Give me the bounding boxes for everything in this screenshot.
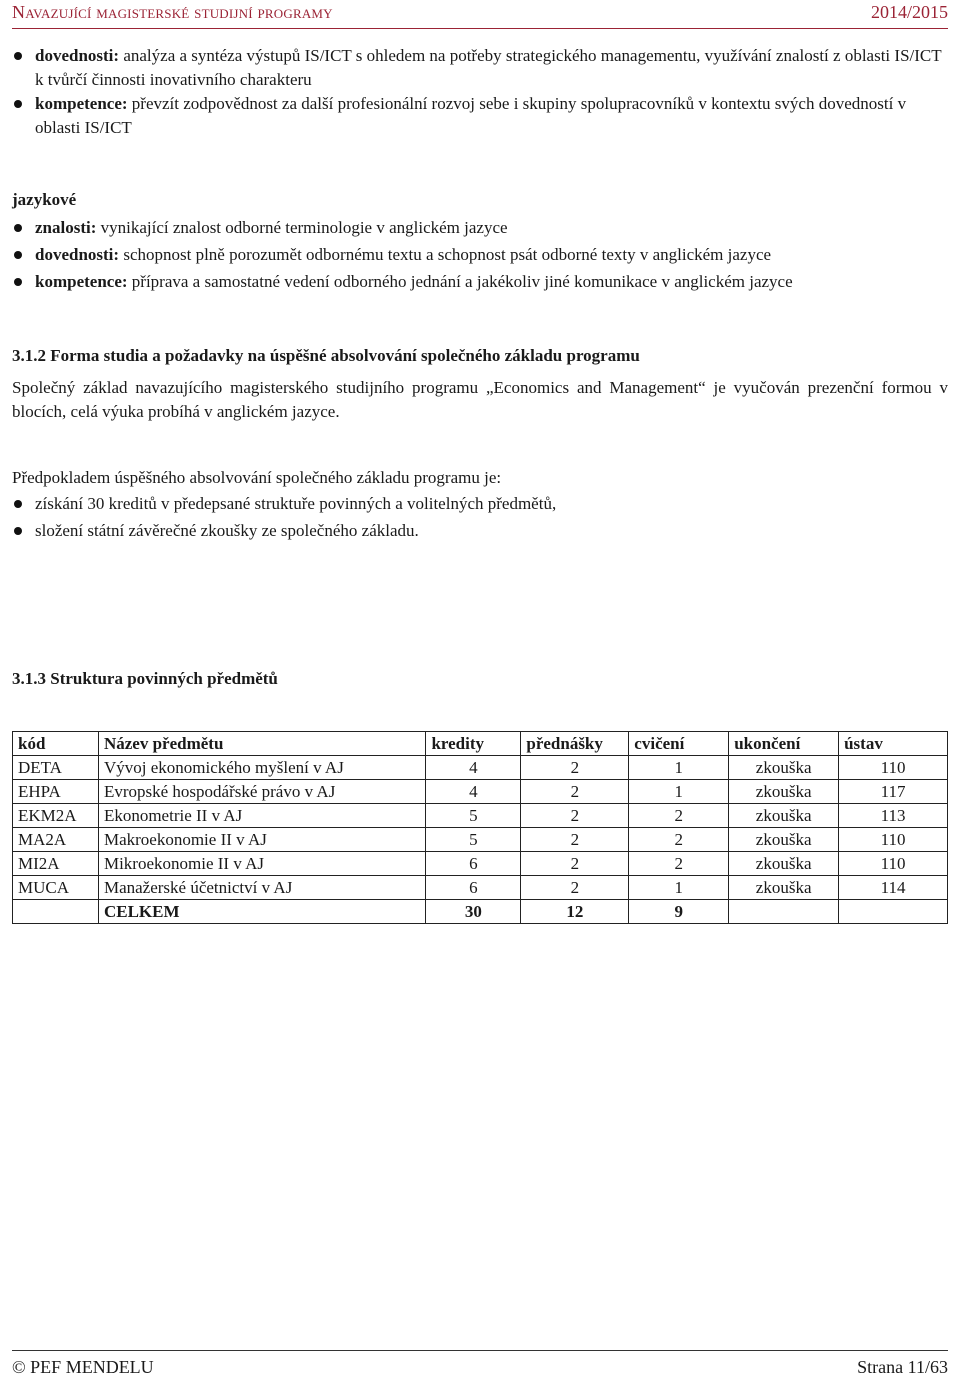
required-courses-table [12, 731, 948, 924]
cell-lectures: 2 [521, 852, 629, 876]
table-row [13, 804, 948, 828]
list-item-text: příprava a samostatné vedení odborného jednání a jakékoliv jiné komunikace v anglickém jazyce [127, 272, 793, 291]
table-total-row [13, 900, 948, 924]
cell-seminars: 2 [629, 828, 729, 852]
bullet-icon [14, 500, 22, 508]
list-item-text: vynikající znalost odborné terminologie v anglickém jazyce [96, 218, 508, 237]
cell-total-lectures: 12 [521, 900, 629, 924]
outcomes-language-list [12, 216, 948, 294]
list-item-text: schopnost plně porozumět odbornému textu a schopnost psát odborné texty v anglickém jazyce [119, 245, 772, 264]
list-item-text: získání 30 kreditů v předepsané struktuře povinných a volitelných předmětů, [35, 494, 557, 513]
bullet-icon [14, 224, 22, 232]
table-row [13, 756, 948, 780]
cell-code [13, 900, 99, 924]
table-row [13, 852, 948, 876]
cell-total-credits: 30 [426, 900, 521, 924]
cell-seminars: 2 [629, 852, 729, 876]
cell-department: 114 [839, 876, 948, 900]
cell-department: 110 [839, 852, 948, 876]
column-header-code: kód [13, 732, 99, 756]
list-item [12, 519, 948, 543]
cell-seminars: 1 [629, 756, 729, 780]
bullet-icon [14, 251, 22, 259]
cell-lectures: 2 [521, 780, 629, 804]
list-item [12, 270, 948, 294]
list-item-term: znalosti: [35, 218, 97, 237]
cell-credits: 5 [426, 804, 521, 828]
cell-credits: 6 [426, 876, 521, 900]
cell-code: MA2A [13, 828, 99, 852]
cell-code: EKM2A [13, 804, 99, 828]
list-item-term: dovednosti: [35, 46, 120, 65]
list-item [12, 492, 948, 516]
cell-lectures: 2 [521, 804, 629, 828]
cell-completion [729, 900, 839, 924]
cell-credits: 6 [426, 852, 521, 876]
requirements-intro: Předpokladem úspěšného absolvování společného základu programu je: [12, 468, 502, 487]
column-header-credits: kredity [426, 732, 521, 756]
column-header-department: ústav [839, 732, 948, 756]
cell-credits: 5 [426, 828, 521, 852]
cell-course-name: Ekonometrie II v AJ [98, 804, 425, 828]
cell-department: 110 [839, 756, 948, 780]
document-body [12, 44, 948, 924]
cell-department: 113 [839, 804, 948, 828]
table-row [13, 780, 948, 804]
cell-completion: zkouška [729, 852, 839, 876]
cell-completion: zkouška [729, 756, 839, 780]
cell-course-name: Vývoj ekonomického myšlení v AJ [98, 756, 425, 780]
cell-code: MI2A [13, 852, 99, 876]
list-item-term: kompetence: [35, 272, 128, 291]
footer-page-number: Strana 11/63 [857, 1357, 948, 1377]
section-3-1-3-title: 3.1.3 Struktura povinných předmětů [12, 669, 278, 688]
cell-completion: zkouška [729, 780, 839, 804]
list-item [12, 92, 948, 140]
list-item [12, 44, 948, 92]
table-row [13, 876, 948, 900]
cell-seminars: 2 [629, 804, 729, 828]
bullet-icon [14, 52, 22, 60]
column-header-completion: ukončení [729, 732, 839, 756]
bullet-icon [14, 527, 22, 535]
header-academic-year: 2014/2015 [870, 2, 948, 22]
cell-lectures: 2 [521, 876, 629, 900]
table-row [13, 828, 948, 852]
cell-completion: zkouška [729, 804, 839, 828]
cell-seminars: 1 [629, 780, 729, 804]
cell-department [839, 900, 948, 924]
cell-lectures: 2 [521, 828, 629, 852]
cell-completion: zkouška [729, 876, 839, 900]
list-item-text: analýza a syntéza výstupů IS/ICT s ohledem na potřeby strategického managementu, využívání znalostí z oblasti IS/ICT k tvůrčí činnosti inovativního charakteru [35, 46, 942, 89]
page-footer [12, 1350, 948, 1379]
header-program-title: Navazující magisterské studijní programy [12, 2, 333, 22]
cell-total-label: CELKEM [98, 900, 425, 924]
bullet-icon [14, 100, 22, 108]
cell-department: 110 [839, 828, 948, 852]
requirements-list [12, 492, 948, 543]
language-heading: jazykové [12, 190, 77, 209]
section-3-1-2-title: 3.1.2 Forma studia a požadavky na úspěšné absolvování společného základu programu [12, 346, 640, 365]
footer-copyright: © PEF MENDELU [12, 1357, 154, 1377]
list-item-term: dovednosti: [35, 245, 120, 264]
list-item-term: kompetence: [35, 94, 128, 113]
table-header-row [13, 732, 948, 756]
column-header-seminars: cvičení [629, 732, 729, 756]
bullet-icon [14, 278, 22, 286]
cell-total-seminars: 9 [629, 900, 729, 924]
list-item [12, 216, 948, 240]
cell-seminars: 1 [629, 876, 729, 900]
study-form-paragraph: Společný základ navazujícího magisterského studijního programu „Economics and Management“ je vyučován prezenční formou v blocích, celá výuka probíhá v anglickém jazyce. [12, 378, 948, 421]
outcomes-ict-list [12, 44, 948, 140]
cell-completion: zkouška [729, 828, 839, 852]
column-header-course-name: Název předmětu [98, 732, 425, 756]
cell-department: 117 [839, 780, 948, 804]
cell-credits: 4 [426, 756, 521, 780]
cell-code: EHPA [13, 780, 99, 804]
cell-course-name: Makroekonomie II v AJ [98, 828, 425, 852]
cell-code: MUCA [13, 876, 99, 900]
cell-course-name: Mikroekonomie II v AJ [98, 852, 425, 876]
list-item [12, 243, 948, 267]
list-item-text: složení státní závěrečné zkoušky ze společného základu. [35, 521, 419, 540]
cell-course-name: Manažerské účetnictví v AJ [98, 876, 425, 900]
list-item-text: převzít zodpovědnost za další profesionální rozvoj sebe i skupiny spolupracovníků v kontextu svých dovedností v oblasti IS/ICT [35, 94, 907, 137]
column-header-lectures: přednášky [521, 732, 629, 756]
page-header [12, 0, 948, 29]
cell-course-name: Evropské hospodářské právo v AJ [98, 780, 425, 804]
cell-code: DETA [13, 756, 99, 780]
cell-credits: 4 [426, 780, 521, 804]
cell-lectures: 2 [521, 756, 629, 780]
